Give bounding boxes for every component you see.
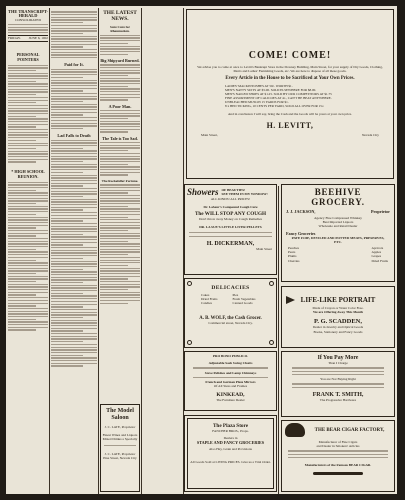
ad-plaza — [184, 415, 277, 492]
story-headline: A Poor Man. — [108, 103, 132, 109]
ad-item: Apples — [371, 250, 382, 255]
ad-item: MEN'S NAILED SHOES AT $1.25. SOLD BY OUR COMPETITORS AT $1.75 — [225, 92, 332, 97]
ad-item: Pears — [288, 250, 296, 255]
ad-line: STAPLE AND FANCY GROCERIES — [196, 440, 265, 446]
ad-line: Dealers in — [223, 436, 238, 441]
ad-headline: The Plaza Store — [212, 423, 249, 429]
ad-address: Main Street — [256, 247, 272, 252]
ad-line: and Dealer in Smokers' Articles — [316, 444, 360, 449]
ad-item: MEN'S NATTY SUITS AT $5.00. SOLD ELSEWHERE FOR $8.00. — [225, 88, 317, 93]
ad-item: Candies — [201, 301, 212, 306]
ad-line: All Goods Sold at LIVING PRICES. Give us a Trial Order. — [190, 459, 271, 464]
ad-tag: OF BEAUTIES! — [221, 187, 246, 192]
ad-item: 8 x BED TICKING, 10 CENTS PER YARD, SOLD ALL OVER FOR 15c. — [225, 104, 325, 109]
ad-title-2: Saloon — [111, 415, 129, 421]
ad-item: Canned Goods — [232, 301, 253, 306]
ad-item: Apricots — [371, 246, 384, 251]
story-headline: The Rockefeller Fortune. — [101, 178, 139, 183]
ad-bear-cigar — [281, 420, 395, 492]
newspaper-page — [6, 6, 397, 494]
ad-headline-2: GROCERY. — [311, 197, 365, 207]
ad-line: Mixed Drinks a Specialty — [102, 437, 138, 442]
ad-item: Cherries — [288, 258, 300, 263]
ad-headline: PRO BONO PUBLICO. — [212, 354, 249, 358]
cigar-icon — [313, 472, 363, 475]
ad-line: Adjustable Sash Swing Chairs — [208, 361, 253, 366]
ad-line: PATE FOIE, DEVILED AND POTTED MEATS, PRESERVES, ETC. — [291, 235, 385, 244]
ad-item: Cakes — [201, 293, 210, 297]
pointing-hand-icon — [286, 296, 295, 304]
ad-line: Books, Stationery and Fancy Goods — [313, 329, 363, 334]
ad-name: A. B. WOLF, the Cash Grocer. — [199, 315, 262, 321]
ad-sub: Dealer in Jewelry and Optical Goods — [312, 325, 364, 330]
ad-footer: Manufacturers of the Famous BEAR CIGAR. — [304, 463, 372, 468]
ad-proprietor: J. J. JACKSON, — [286, 209, 316, 214]
ad-item: Plums — [288, 254, 297, 259]
ad-address: Commercial street, Nevada City. — [208, 320, 253, 325]
bear-icon — [285, 423, 305, 437]
section-title: PERSONAL POINTERS — [16, 51, 40, 62]
ad-scadden — [281, 286, 395, 348]
ad-line: Dr. LaSeur's Compound Cough Cure — [203, 205, 258, 210]
ad-name: KINKEAD, — [216, 391, 245, 398]
ad-line: Stove Polishes and Lamp Chimneys — [204, 370, 257, 375]
ad-proprietor-title: Proprietor — [371, 209, 390, 214]
ad-headline: Every Article in the House to be Sacrificed at Your Own Prices. — [225, 76, 355, 82]
story-headline: The Tale is Too Sad. — [102, 135, 138, 141]
story-headline: Paid for It. — [64, 62, 84, 68]
ad-kinkead — [184, 351, 277, 411]
corner-ornament-icon — [187, 281, 192, 286]
ad-line: Best Imported Liquors — [322, 220, 354, 225]
date-line: FRIDAY. JUNE 6, 1902 — [8, 36, 48, 41]
column-rule — [98, 8, 99, 494]
ad-subheading: Fancy Groceries — [286, 230, 316, 236]
ad-line: French and German Plate Mirrors — [205, 380, 256, 385]
ad-smith — [281, 351, 395, 417]
ad-item-list — [187, 84, 393, 108]
ad-sub: The Progressive Hardware — [319, 397, 357, 402]
ad-levitt — [186, 9, 394, 179]
ad-name: P. G. SCADDEN, — [314, 318, 362, 326]
story-headline: Big Shipyard Burned. — [100, 57, 140, 63]
corner-ornament-icon — [269, 340, 274, 345]
ad-item: Fresh Vegetables — [232, 297, 256, 302]
ad-model-saloon — [100, 404, 140, 492]
ad-footer: J. C. LATE, Proprietor — [104, 451, 136, 456]
ad-intro: We advise you to come at once to Levitt's Bankrupt Store in the Downey Building, Main Street, for your supply of Dry Goods, Clothing, Men's and Ladies' Furnishing Goods, etc. We are here to dispose of all these goods. — [197, 65, 383, 74]
ad-line: The WILL STOP ANY COUGH — [194, 211, 267, 218]
ad-line: Finest Wines and Liquors — [102, 433, 138, 438]
ad-name: H. DICKERMAN, — [206, 241, 255, 248]
ad-line: We are Offering Away This Month — [312, 310, 363, 315]
ad-line: Also Hay, Grain and Provisions — [208, 447, 252, 452]
ad-line: You are Not Buying Right — [320, 377, 356, 382]
corner-ornament-icon — [269, 281, 274, 286]
story-headline: * HIGH SCHOOL REUNION. — [11, 168, 45, 179]
ad-address: Main Street, Nevada City — [201, 132, 379, 137]
ad-item: Dried Fruits — [371, 258, 388, 263]
column-rule — [141, 8, 142, 494]
corner-ornament-icon — [187, 340, 192, 345]
ad-proprietor: FANCHER BROS., Props. — [212, 429, 249, 433]
ad-item: Peaches — [288, 246, 299, 251]
ad-line: Agency Fine Compressed Whiskey — [314, 216, 362, 220]
ad-wolf — [184, 278, 277, 348]
ad-item: Dried Fruits — [201, 297, 218, 302]
column-headline: THE LATEST NEWS. — [103, 10, 137, 22]
ad-line: DR. LA SUE'S LITTLE LIVER PELLETS — [199, 224, 262, 229]
column-2 — [51, 10, 97, 492]
paper-title: THE TRANSCRIPT-HERALD — [8, 10, 48, 19]
ad-beehive — [281, 184, 395, 282]
ad-line: Of All Sizes and Frames — [213, 384, 248, 389]
ad-item-list — [185, 291, 276, 308]
ad-title: The Model — [106, 408, 134, 414]
ad-footer-2: Pine Street, Nevada City — [103, 456, 137, 461]
ad-item: UNBLEACHED MUSLIN 15 YARDS FOR $1. — [225, 100, 289, 105]
ad-signature: H. LEVITT, — [266, 120, 314, 130]
story-headline: Lad Falls to Death — [57, 133, 91, 139]
ad-sub: The Furniture Dealer — [216, 397, 245, 402]
ad-dickerman — [184, 184, 277, 275]
story-headline: Sure Cure for Rheumatism. — [109, 25, 131, 34]
ad-item: FINE ASSORTMENT OF CALICOES AT 4c., CAN'T BE BEAT ANYWHERE. — [225, 96, 332, 101]
ad-line: Made of Crayon or Water Color Free. — [312, 306, 364, 310]
paper-subtitle: CONSOLIDATED — [15, 18, 41, 23]
ad-item: Pies — [232, 293, 239, 297]
ad-price-list — [282, 244, 394, 265]
column-rule — [49, 8, 50, 494]
column-rule — [278, 186, 279, 494]
ad-sub: Than I Charge — [328, 361, 348, 365]
ad-name: FRANK T. SMITH, — [312, 391, 364, 398]
ad-line: Don't throw away Money on Cough Remedies — [199, 217, 262, 222]
ad-line: Wholesale and Retail Dealer — [318, 224, 358, 229]
ad-tag: ALL KINDS! ALL PRICES! — [210, 197, 251, 201]
ad-headline: If You Pay More — [317, 355, 359, 361]
ad-line: Manufacturer of Fine Cigars — [318, 440, 358, 444]
ad-headline: Showers — [187, 187, 219, 197]
ad-headline: DELICACIES — [211, 285, 250, 291]
ad-headline: BEEHIVE — [314, 187, 362, 197]
ad-item: LADIES' MACKINTOSHES AT 50c. WORTH $1. — [225, 84, 293, 89]
column-1 — [8, 10, 48, 492]
ad-banner: COME! COME! — [248, 50, 332, 61]
ad-item: Grapes — [371, 254, 382, 259]
ad-proprietor: J. C. LATE, Proprietor — [104, 425, 136, 429]
ad-headline: LIFE-LIKE PORTRAIT — [300, 296, 376, 304]
ad-headline: THE BEAR CIGAR FACTORY, — [314, 427, 385, 433]
ad-closing: And in conclusion I will say, bring the Cash and the Goods will be yours at your own price. — [227, 112, 353, 117]
ad-tag: SEE THEM IN MY WINDOW! — [221, 192, 268, 196]
